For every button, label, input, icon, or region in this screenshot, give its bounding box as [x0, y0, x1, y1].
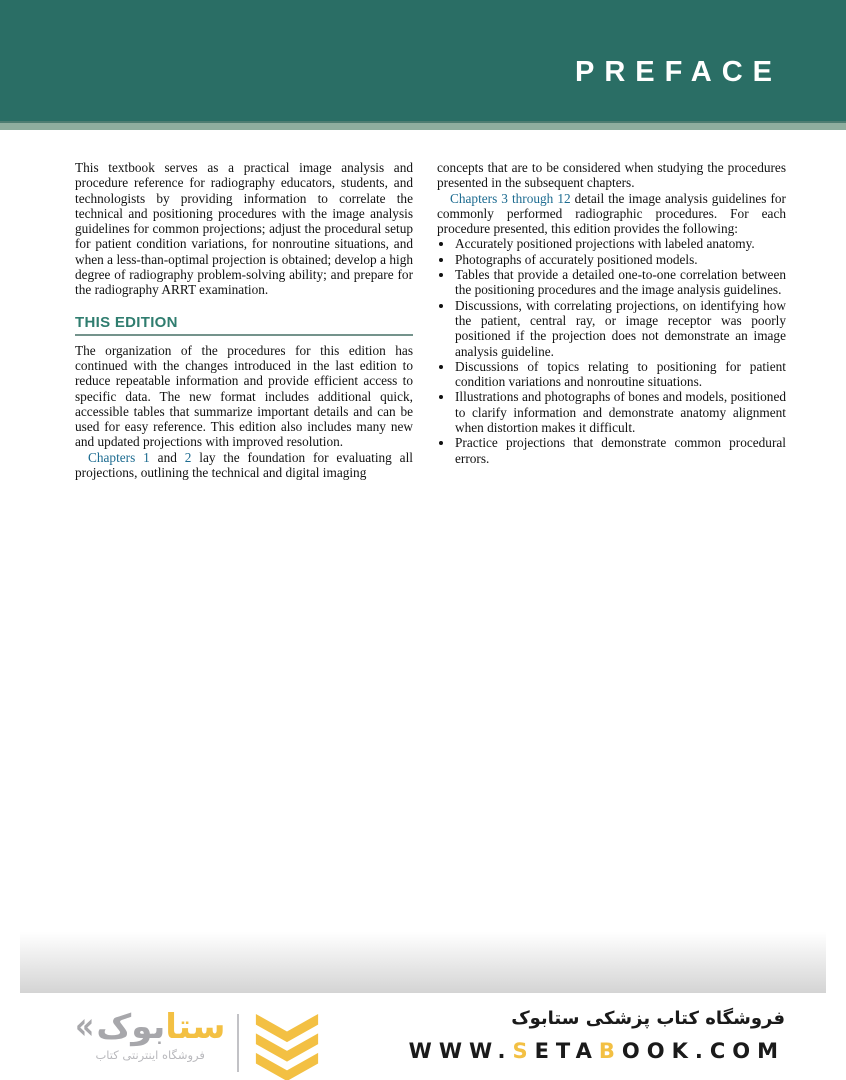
page-bottom-shadow: [20, 932, 826, 993]
chevron-logo-icon: [251, 1004, 323, 1080]
guillemet-icon: «: [75, 1004, 95, 1049]
wordmark-gray-part: بوک: [96, 1007, 166, 1047]
url-part: WWW.: [408, 1039, 513, 1063]
url-part-highlight: B: [598, 1039, 622, 1063]
url-part-highlight: S: [512, 1039, 535, 1063]
setabook-wordmark: [75, 1004, 226, 1049]
footer-right-block: [409, 1004, 785, 1063]
chapter-2-link[interactable]: 2: [184, 449, 192, 465]
logo-tagline: فروشگاه اینترنتی کتاب: [95, 1048, 205, 1062]
paragraph-text: lay the foundation for evaluating all projections, outlining the technical and digital imaging: [75, 449, 413, 481]
bullet-item: • Tables that provide a detailed one-to-one correlation between the positioning procedures and the image analysis guidelines.: [454, 267, 786, 298]
paragraph-text: detail the image analysis guidelines for commonly performed radiographic procedures. For each procedure presented, this edition provides the following:: [437, 190, 786, 237]
continuation-paragraph: concepts that are to be considered when studying the procedures presented in the subsequent chapters.: [437, 160, 786, 191]
bullet-item: • Accurately positioned projections with labeled anatomy.: [454, 236, 786, 251]
bullet-item: • Illustrations and photographs of bones and models, positioned to clarify information and demonstrate anatomy alignment when distortion makes it difficult.: [454, 389, 786, 435]
url-part: ETA: [534, 1039, 599, 1063]
left-column: [75, 160, 413, 480]
chapter-header-band: [0, 0, 846, 121]
chapters-3-through-12-link[interactable]: Chapters 3 through 12: [450, 190, 571, 206]
chapter-1-link[interactable]: Chapters 1: [88, 449, 150, 465]
page-title: PREFACE: [575, 56, 782, 88]
bullet-item: • Discussions, with correlating projections, on identifying how the patient, central ray, or image receptor was poorly positioned if the projection does not demonstrate an image analysis guideline.: [454, 298, 786, 359]
website-url[interactable]: [409, 1039, 785, 1063]
bullet-item: • Photographs of accurately positioned models.: [454, 252, 786, 267]
chapters-paragraph: [75, 450, 413, 481]
paragraph-text: and: [149, 449, 185, 465]
intro-paragraph: This textbook serves as a practical image analysis and procedure reference for radiography educators, students, and technologists by providing information to correlate the technical and positioning procedures with the image analysis guidelines for common projections; adjust the procedural setup for patient condition variations, for nonroutine situations, and when a less-than-optimal projection is obtained; develop a high degree of radiography problem-solving ability; and prepare for the radiography ARRT examination.: [75, 160, 413, 298]
header-accent-strip: [0, 121, 846, 130]
right-column: [437, 160, 786, 480]
url-part: OOK.COM: [621, 1039, 785, 1063]
logo-divider: [237, 1014, 239, 1072]
setabook-logo: [75, 1004, 323, 1080]
publisher-footer: [0, 998, 846, 1080]
store-name-farsi: فروشگاه کتاب پزشکی ستابوک: [511, 1008, 785, 1029]
bullet-item: • Discussions of topics relating to positioning for patient condition variations and nonroutine situations.: [454, 359, 786, 390]
edition-paragraph: The organization of the procedures for this edition has continued with the changes introduced in the last edition to reduce repeatable information and provide efficient access to specific data. The new format includes additional quick, accessible tables that summarize important details and can be used for easy reference. This edition also includes many new and updated projections with improved resolution.: [75, 342, 413, 450]
logo-text-block: [75, 1004, 225, 1062]
section-heading-this-edition: THIS EDITION: [75, 314, 413, 336]
preface-content: [0, 130, 846, 480]
bullet-item: • Practice projections that demonstrate common procedural errors.: [454, 435, 786, 466]
wordmark-yellow-part: ستا: [165, 1007, 226, 1047]
feature-bullet-list: [437, 236, 786, 465]
chapters-3-12-paragraph: [437, 191, 786, 237]
